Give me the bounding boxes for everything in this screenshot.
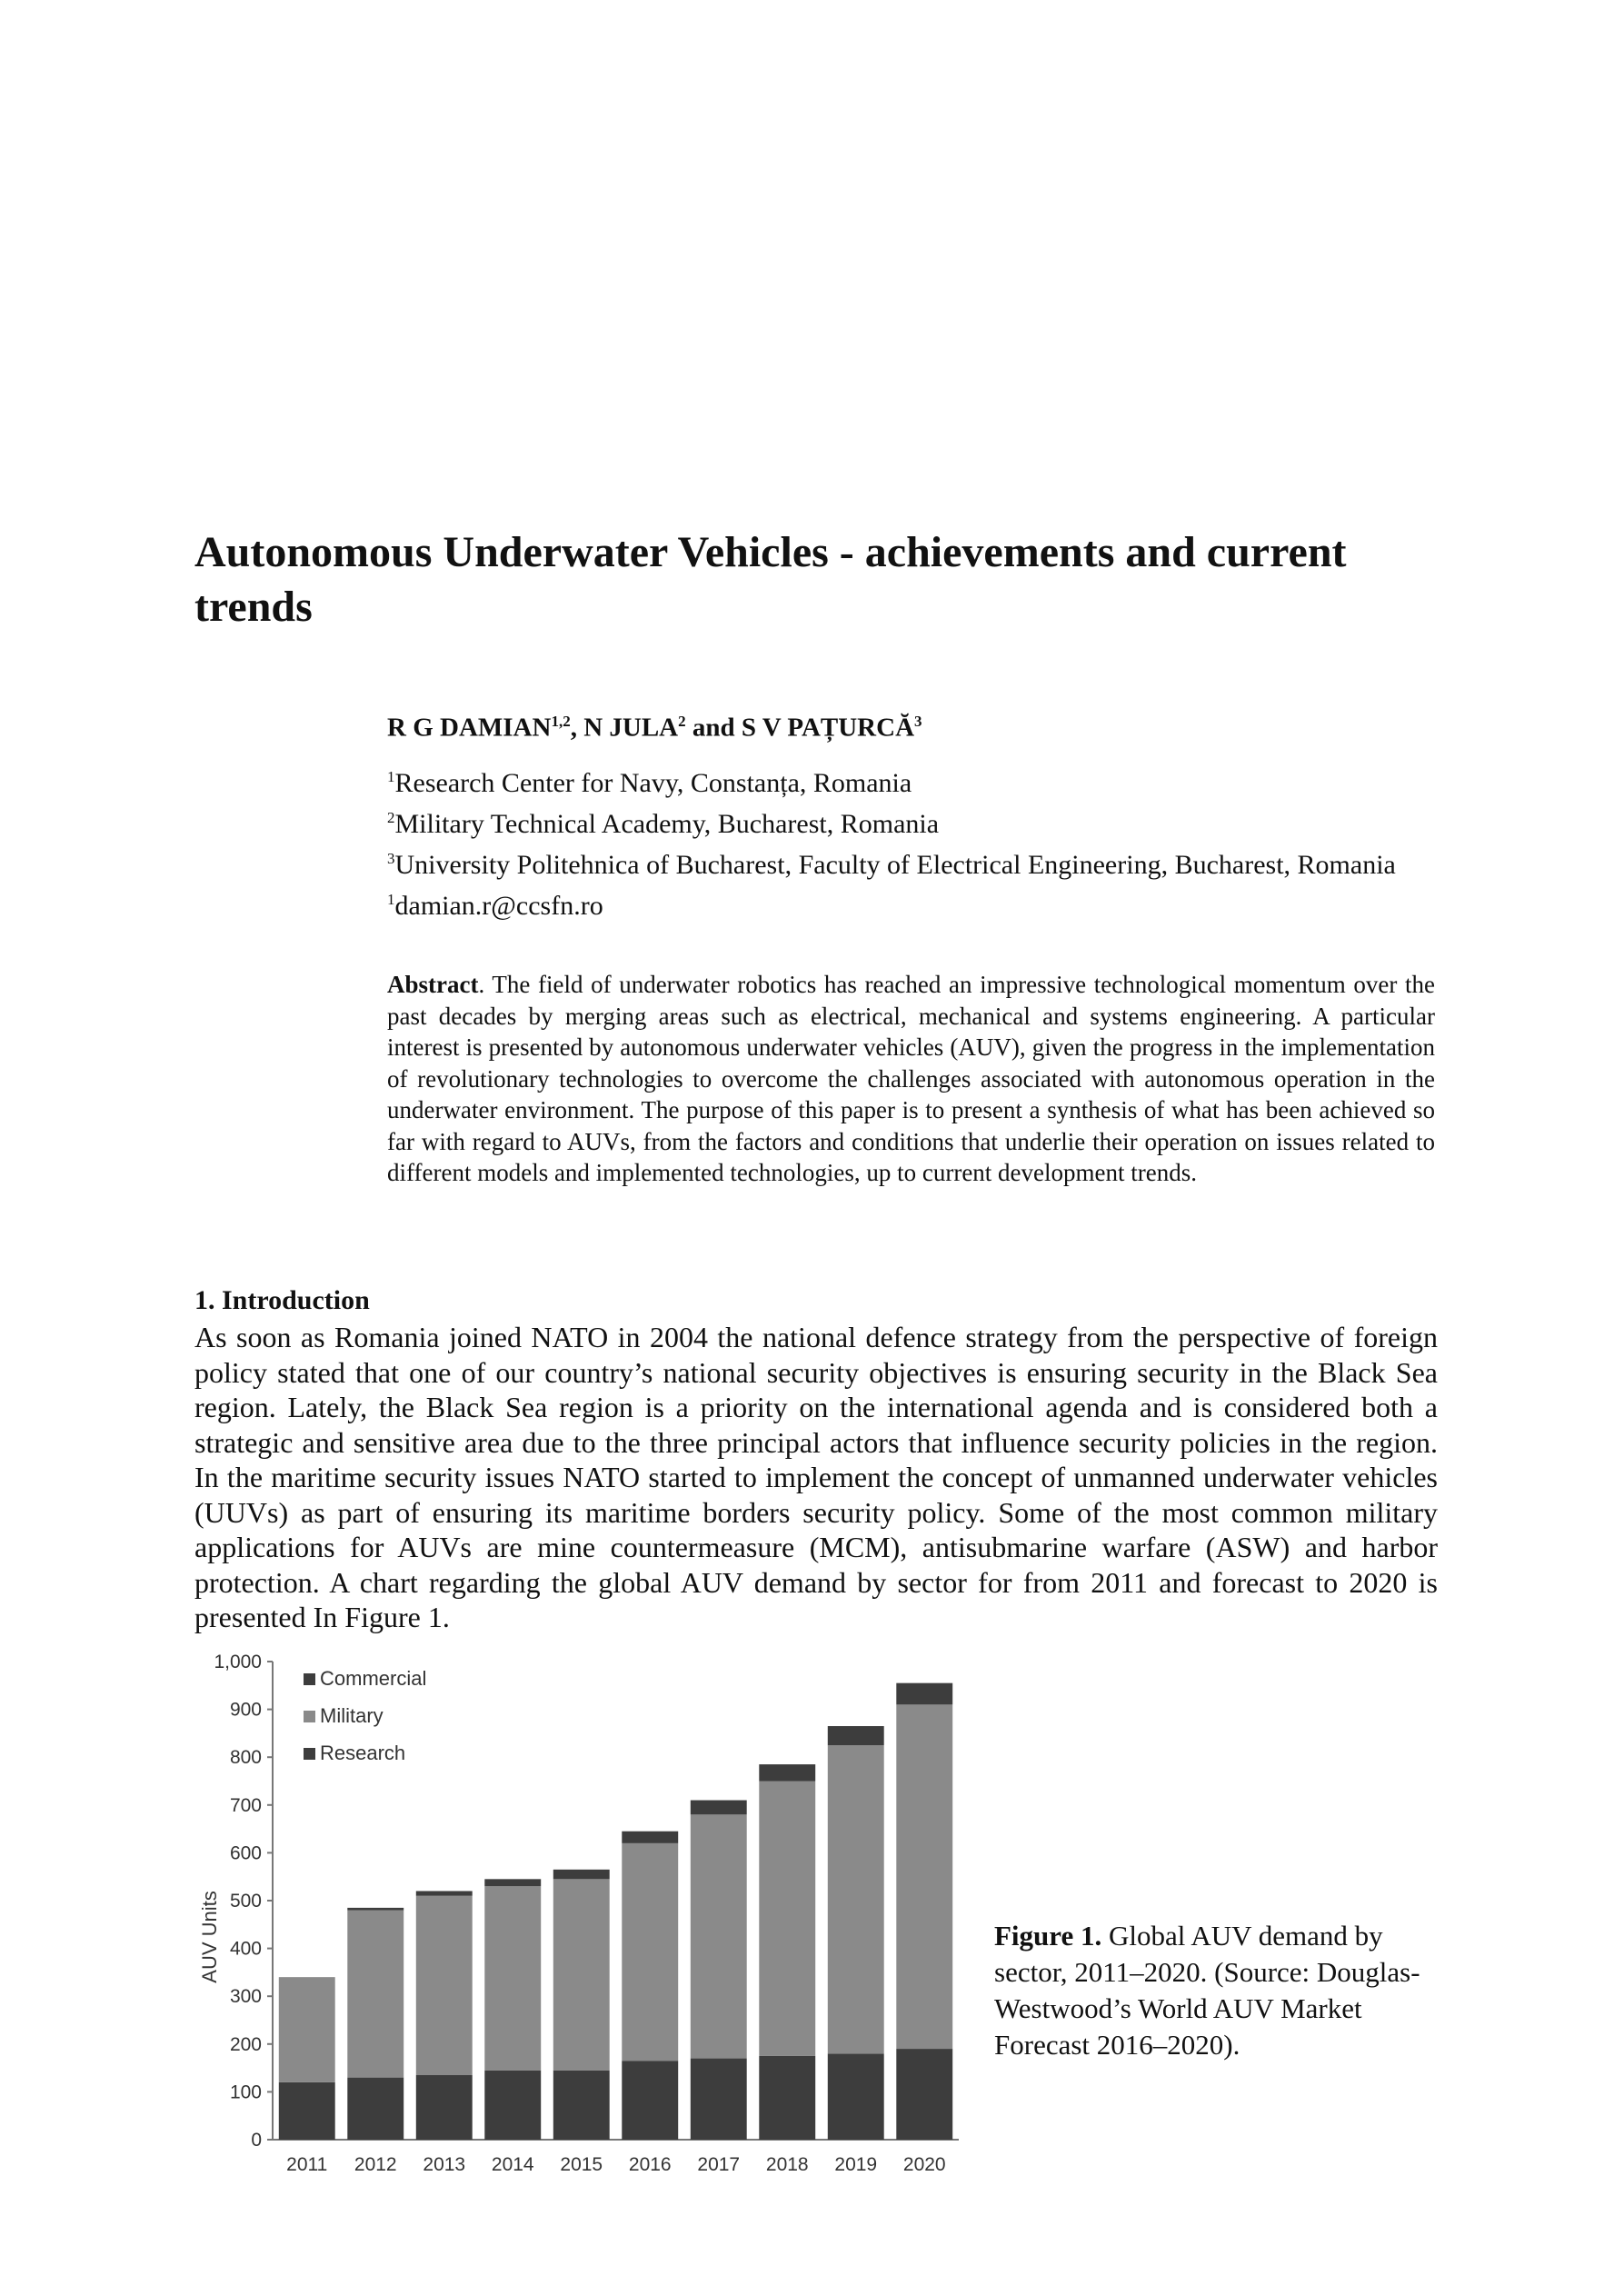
bar-commercial-2017 xyxy=(691,1801,747,1815)
x-tick-label: 2012 xyxy=(354,2154,397,2175)
legend-label: Commercial xyxy=(320,1667,427,1690)
legend-label: Military xyxy=(320,1704,384,1727)
author-3: and S V PAȚURCĂ xyxy=(685,713,915,743)
author-email[interactable]: damian.r@ccsfn.ro xyxy=(394,891,603,921)
affiliation-text: Research Center for Navy, Constanța, Romania xyxy=(394,768,912,798)
y-axis-label: AUV Units xyxy=(198,1891,221,1983)
bar-military-2013 xyxy=(416,1896,473,2075)
legend-label: Research xyxy=(320,1742,406,1764)
y-tick-label: 300 xyxy=(229,1986,262,2008)
x-tick-label: 2013 xyxy=(423,2154,466,2175)
affiliation-sup: 3 xyxy=(387,850,395,867)
author-1-affil: 1,2 xyxy=(551,713,571,730)
bar-commercial-2020 xyxy=(896,1683,952,1705)
x-tick-label: 2019 xyxy=(834,2154,878,2175)
bar-military-2012 xyxy=(347,1911,404,2078)
affiliation-sup: 2 xyxy=(387,809,395,826)
email-line xyxy=(387,883,1432,923)
author-2-affil: 2 xyxy=(678,713,686,730)
affiliation-3 xyxy=(387,842,1432,883)
bar-military-2011 xyxy=(279,1977,335,2082)
x-tick-label: 2017 xyxy=(697,2154,741,2175)
bar-research-2015 xyxy=(553,2071,610,2140)
affiliation-sup: 1 xyxy=(387,768,395,785)
y-tick-label: 100 xyxy=(229,2081,262,2103)
bar-research-2018 xyxy=(759,2056,815,2140)
bar-military-2018 xyxy=(759,1782,815,2056)
section-heading: 1. Introduction xyxy=(194,1285,370,1315)
legend-swatch xyxy=(304,1748,315,1760)
affiliation-1 xyxy=(387,760,1432,801)
bar-commercial-2015 xyxy=(553,1870,610,1880)
paper-title: Autonomous Underwater Vehicles - achievements and current trends xyxy=(194,528,1347,631)
bar-research-2019 xyxy=(828,2053,884,2140)
author-1: R G DAMIAN xyxy=(387,713,552,743)
affiliations xyxy=(387,760,1432,923)
author-line xyxy=(387,713,922,744)
y-tick-label: 500 xyxy=(229,1891,262,1912)
bar-commercial-2014 xyxy=(484,1879,541,1886)
x-tick-label: 2020 xyxy=(902,2154,946,2175)
bar-research-2011 xyxy=(279,2082,335,2140)
y-tick-label: 800 xyxy=(229,1747,262,1769)
y-tick-label: 400 xyxy=(229,1938,262,1960)
legend-swatch xyxy=(304,1673,315,1685)
affiliation-sup: 1 xyxy=(387,891,395,908)
bar-research-2012 xyxy=(347,2078,404,2140)
author-3-affil: 3 xyxy=(914,713,922,730)
affiliation-text: University Politehnica of Bucharest, Faculty of Electrical Engineering, Bucharest, Romania xyxy=(394,850,1396,880)
auv-demand-chart xyxy=(182,1642,981,2187)
x-tick-label: 2015 xyxy=(560,2154,603,2175)
bar-research-2017 xyxy=(691,2059,747,2140)
author-2: , N JULA xyxy=(570,713,679,743)
affiliation-text: Military Technical Academy, Bucharest, Romania xyxy=(394,809,940,839)
x-tick-label: 2016 xyxy=(628,2154,672,2175)
abstract-text: . The field of underwater robotics has reached an impressive technological momentum over the past decades by merging areas such as electrical, mechanical and systems engineering. A particular interest is presented by autonomous underwater vehicles (AUV), given the progress in the implementation of revolutionary technologies to overcome the challenges associated with autonomous operation in the underwater environment. The purpose of this paper is to present a synthesis of what has been achieved so far with regard to AUVs, from the factors and conditions that underlie their operation on issues related to different models and implemented technologies, up to current development trends. xyxy=(387,971,1435,1186)
bar-military-2017 xyxy=(691,1814,747,2058)
legend-swatch xyxy=(304,1711,315,1722)
bar-commercial-2019 xyxy=(828,1726,884,1745)
y-tick-label: 600 xyxy=(229,1842,262,1864)
bar-military-2014 xyxy=(484,1886,541,2071)
y-tick-label: 0 xyxy=(251,2130,262,2151)
y-tick-label: 200 xyxy=(229,2033,262,2055)
bar-military-2016 xyxy=(622,1843,678,2061)
y-tick-label: 700 xyxy=(229,1794,262,1816)
bar-military-2020 xyxy=(896,1704,952,2049)
affiliation-2 xyxy=(387,801,1432,842)
caption-text: Global AUV demand by sector, 2011–2020. (Source: Douglas-Westwood’s World AUV Market Forecast 2016–2020). xyxy=(994,1920,1420,2061)
bar-research-2016 xyxy=(622,2061,678,2140)
bar-commercial-2018 xyxy=(759,1764,815,1781)
y-tick-label: 900 xyxy=(229,1699,262,1721)
caption-label: Figure 1. xyxy=(994,1920,1102,1952)
abstract-label: Abstract xyxy=(387,971,479,998)
x-tick-label: 2018 xyxy=(765,2154,809,2175)
x-tick-label: 2014 xyxy=(491,2154,534,2175)
figure-caption xyxy=(994,1918,1430,2063)
bar-military-2015 xyxy=(553,1879,610,2070)
section-body: As soon as Romania joined NATO in 2004 the national defence strategy from the perspective of foreign policy stated that one of our country’s national security objectives is ensuring security in the Black Sea region. Lately, the Black Sea region is a priority on the international agenda and is considered both a strategic and sensitive area due to the three principal actors that influence security policies in the region. In the maritime security issues NATO started to implement the concept of unmanned underwater vehicles (UUVs) as part of ensuring its maritime borders security policy. Some of the most common military applications for AUVs are mine countermeasure (MCM), antisubmarine warfare (ASW) and harbor protection. A chart regarding the global AUV demand by sector for from 2011 and forecast to 2020 is presented In Figure 1. xyxy=(194,1321,1438,1633)
bar-research-2013 xyxy=(416,2075,473,2140)
bar-commercial-2016 xyxy=(622,1832,678,1843)
bar-research-2014 xyxy=(484,2071,541,2140)
bar-commercial-2013 xyxy=(416,1891,473,1895)
abstract xyxy=(387,969,1435,1189)
bar-military-2019 xyxy=(828,1745,884,2053)
y-tick-label: 1,000 xyxy=(214,1652,262,1672)
bar-commercial-2012 xyxy=(347,1908,404,1911)
x-tick-label: 2011 xyxy=(286,2154,328,2175)
bar-research-2020 xyxy=(896,2049,952,2140)
